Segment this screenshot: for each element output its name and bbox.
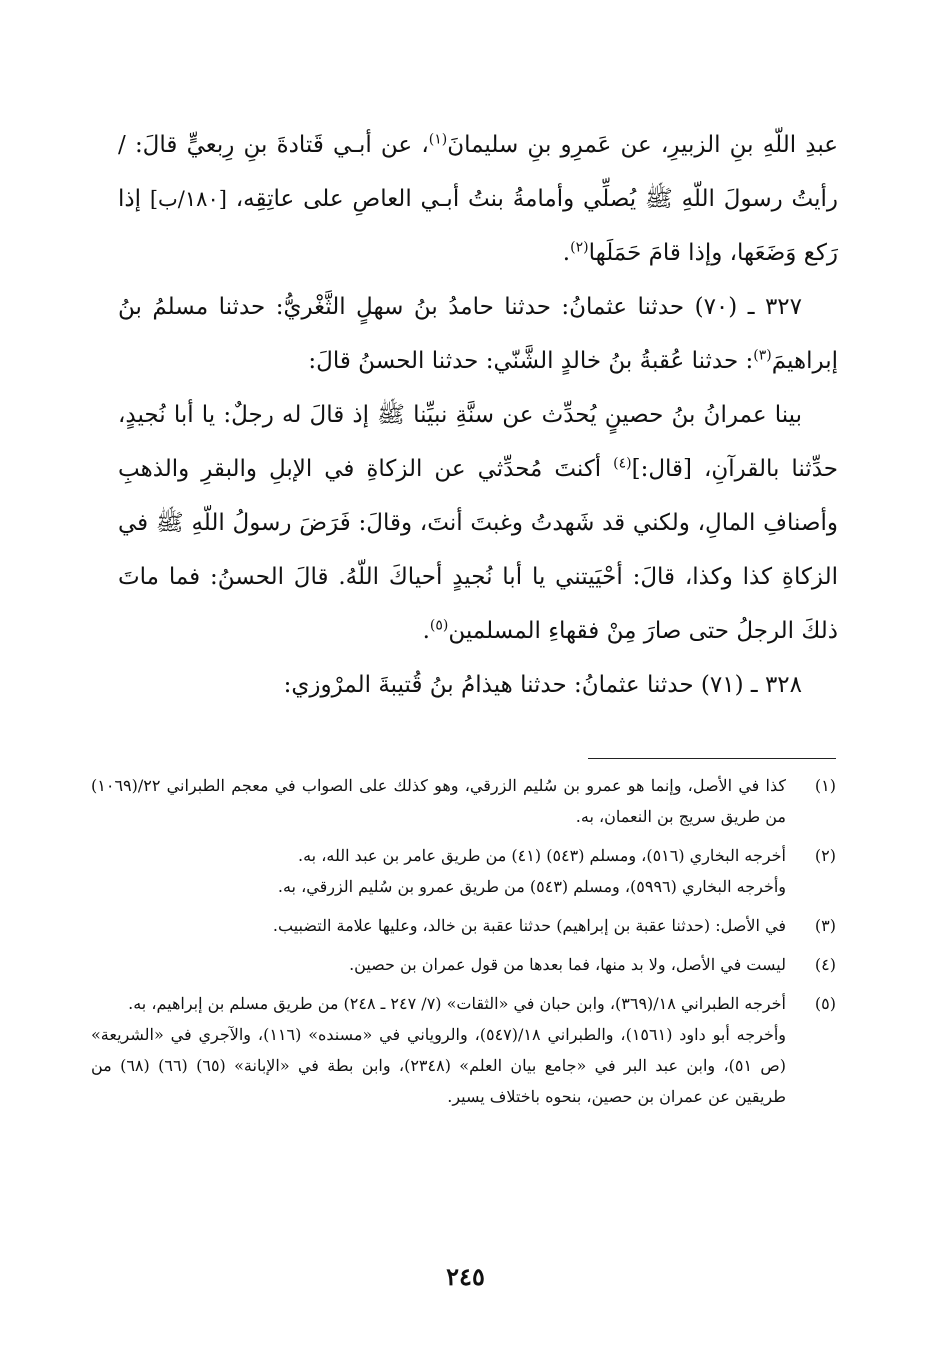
- footnote-3: [91, 910, 836, 941]
- text-paragraph-1: عبدِ اللّهِ بنِ الزبيرِ، عن عَمرِو بنِ سليمانَ$^{(١)}$، عن أبـي قَتادةَ بنِ رِبعيٍّ قالَ: / رأيتُ رسولَ اللّهِ ﷺ يُصلِّي وأمامةُ بنتُ أبـي العاصِ على عاتِقِه، [١٨٠/ب] إذا رَكع وَضَعَها، وإذا قامَ حَمَلَها$^{(٢)}$.: [118, 131, 839, 266]
- footnote-number: (٢): [814, 846, 836, 865]
- hadith-328-heading: ٣٢٨ ـ (٧١) حدثنا عثمانُ: حدثنا هيذامُ بنُ قُتيبةَ المرْوزي:: [283, 672, 802, 698]
- footnote-ref-5: (٥): [429, 617, 449, 634]
- footnote-text: كذا في الأصل، وإنما هو عمرو بن سُليم الزرقي، وهو كذلك على الصواب في معجم الطبراني ٢٢/(١٠٦٩) من طريق سريج بن النعمان، به.: [91, 776, 786, 826]
- footnote-4: [91, 949, 836, 980]
- footnote-ref-4: (٤): [613, 455, 632, 472]
- footnote-text: وأخرجه أبو داود (١٥٦١)، والطبراني ١٨/(٥٤٧)، والروياني في «مسنده» (١١٦)، والآجري في «الشريعة» (ص ٥١)، وابن عبد البر في «جامع بيان العلم» (٢٣٤٨)، وابن بطة في «الإبانة» (٦٥) (٦٦) (٦٨) من طريقين عن عمران بن حصين، بنحوه باختلاف يسير.: [91, 1025, 787, 1106]
- footnote-text: ليست في الأصل، ولا بد منها، فما بعدها من قول عمران بن حصين.: [349, 955, 786, 974]
- footnote-number: (٣): [814, 916, 836, 935]
- footnote-ref-3: (٣): [753, 347, 772, 364]
- footnote-separator: [588, 758, 836, 759]
- folio-marker: [١٨٠/ب]: [149, 187, 227, 211]
- footnote-ref-2: (٢): [570, 239, 589, 256]
- footnote-text: وأخرجه البخاري (٥٩٩٦)، ومسلم (٥٤٣) من طريق عمرو بن سُليم الزرقي، به.: [277, 877, 786, 896]
- hadith-text: / رأيتُ رسولَ اللّهِ ﷺ يُصلِّي وأمامةُ بنتُ أبـي العاصِ على عاتِقِه،: [118, 132, 839, 212]
- footnote-text: أخرجه البخاري (٥١٦)، ومسلم (٥٤٣) (٤١) من طريق عامر بن عبد الله، به.: [298, 846, 786, 865]
- footnote-1: [91, 770, 836, 832]
- page-number: ٢٤٥: [446, 1262, 485, 1291]
- footnote-5: [91, 988, 836, 1112]
- footnote-number: (٥): [814, 994, 836, 1013]
- hadith-327-heading: ٣٢٧ ـ (٧٠) حدثنا عثمانُ: حدثنا حامدُ بنُ سهلٍ الثَّغْريُّ: حدثنا مسلمُ بنُ إبراهيمَ$^{(٣)}$: حدثنا عُقبةُ بنُ خالدٍ الشَّنّي: حدثنا الحسنُ قالَ:: [118, 294, 838, 374]
- footnote-ref-1: (١): [428, 131, 448, 148]
- main-text: [118, 118, 838, 712]
- footnote-number: (٤): [814, 955, 836, 974]
- footnote-text: أخرجه الطبراني ١٨/(٣٦٩)، وابن حبان في «الثقات» (٧/ ٢٤٧ ـ ٢٤٨) من طريق مسلم بن إبراهيم، به.: [128, 994, 786, 1013]
- footnotes: [91, 770, 836, 1120]
- footnote-text: في الأصل: (حدثنا عقبة بن إبراهيم) حدثنا عقبة بن خالد، وعليها علامة التضبيب.: [272, 916, 786, 935]
- footnote-2: [91, 840, 836, 902]
- hadith-327-text: بينا عمرانُ بنُ حصينٍ يُحدِّث عن سنَّةِ نبيِّنا ﷺ إذ قالَ له رجلٌ: يا أبا نُجيدٍ، حدِّثنا بالقرآنِ، [قال:]$^{(٤)}$ أكنتَ مُحدِّثي عن الزكاةِ في الإبلِ والبقرِ والذهبِ وأصنافِ المالِ، ولكني قد شَهدتُ وغبتَ أنتَ، وقالَ: فَرَضَ رسولُ اللّهِ ﷺ في الزكاةِ كذا وكذا، قالَ: أحْيَيتني يا أبا نُجيدٍ أحياكَ اللّهُ. قالَ الحسنُ: فما ماتَ ذلكَ الرجلُ حتى صارَ مِنْ فقهاءِ المسلمين$^{(٥)}$.: [118, 402, 838, 644]
- footnote-number: (١): [814, 776, 836, 795]
